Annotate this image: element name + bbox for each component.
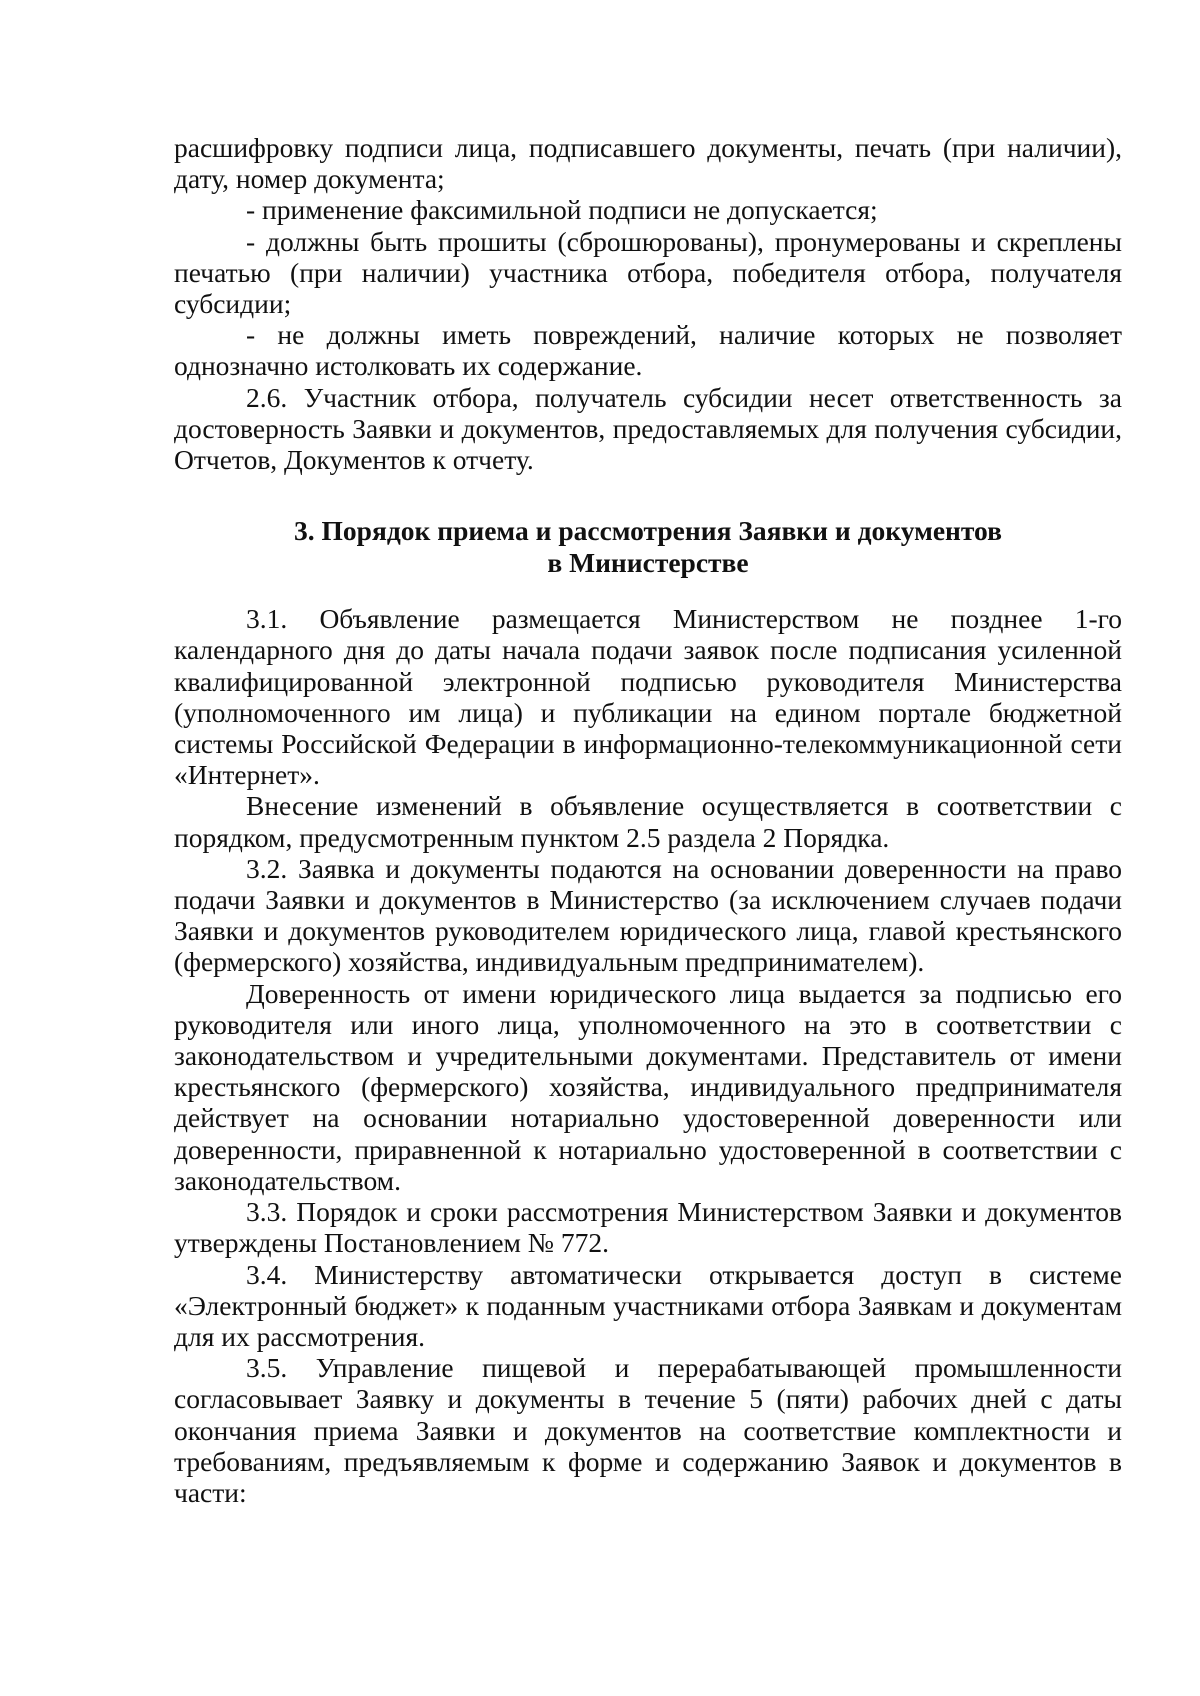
section-3-heading-line2: в Министерстве xyxy=(547,547,749,579)
paragraph-3-3: 3.3. Порядок и сроки рассмотрения Министерством Заявки и документов утверждены Постановлением № 772. xyxy=(174,1196,1122,1259)
list-item-facsimile: - применение факсимильной подписи не допускается; xyxy=(246,194,878,226)
paragraph-2-6: 2.6. Участник отбора, получатель субсидии несет ответственность за достоверность Заявки и документов, предоставляемых для получения субсидии, Отчетов, Документов к отчету. xyxy=(174,381,1122,476)
paragraph-3-2: 3.2. Заявка и документы подаются на основании доверенности на право подачи Заявки и документов в Министерство (за исключением случаев подачи Заявки и документов руководителем юридического лица, главой крестьянского (фермерского) хозяйства, индивидуальным предпринимателем). xyxy=(174,852,1122,978)
section-3-heading-line1: 3. Порядок приема и рассмотрения Заявки и документов xyxy=(294,515,1002,547)
paragraph-3-1: 3.1. Объявление размещается Министерством не позднее 1-го календарного дня до даты начала подачи заявок после подписания усиленной квалифицированной электронной подписью руководителя Министерства (уполномоченного им лица) и публикации на едином портале бюджетной системы Российской Федерации в информационно-телекоммуникационной сети «Интернет». xyxy=(174,603,1122,791)
list-item-no-damage: - не должны иметь повреждений, наличие которых не позволяет однозначно истолковать их содержание. xyxy=(174,319,1122,382)
paragraph-power-of-attorney: Доверенность от имени юридического лица выдается за подписью его руководителя или иного лица, уполномоченного на это в соответствии с законодательством и учредительными документами. Представитель от имени крестьянского (фермерского) хозяйства, индивидуального предпринимателя действует на основании нотариально удостоверенной доверенности или доверенности, приравненной к нотариально удостоверенной в соответствии с законодательством. xyxy=(174,977,1122,1196)
section-3-heading xyxy=(174,515,1122,579)
paragraph-3-5: 3.5. Управление пищевой и перерабатывающей промышленности согласовывает Заявку и документы в течение 5 (пяти) рабочих дней с даты окончания приема Заявки и документов на соответствие комплектности и требованиям, предъявляемым к форме и содержанию Заявок и документов в части: xyxy=(174,1352,1122,1508)
paragraph-amendments: Внесение изменений в объявление осуществляется в соответствии с порядком, предусмотренным пунктом 2.5 раздела 2 Порядка. xyxy=(174,790,1122,853)
list-item-bound: - должны быть прошиты (сброшюрованы), пронумерованы и скреплены печатью (при наличии) участника отбора, победителя отбора, получателя субсидии; xyxy=(174,225,1122,320)
paragraph-3-4: 3.4. Министерству автоматически открывается доступ в системе «Электронный бюджет» к поданным участниками отбора Заявкам и документам для их рассмотрения. xyxy=(174,1258,1122,1352)
document-page xyxy=(174,132,1122,1508)
paragraph-continuation: расшифровку подписи лица, подписавшего документы, печать (при наличии), дату, номер документа; xyxy=(174,132,1122,195)
